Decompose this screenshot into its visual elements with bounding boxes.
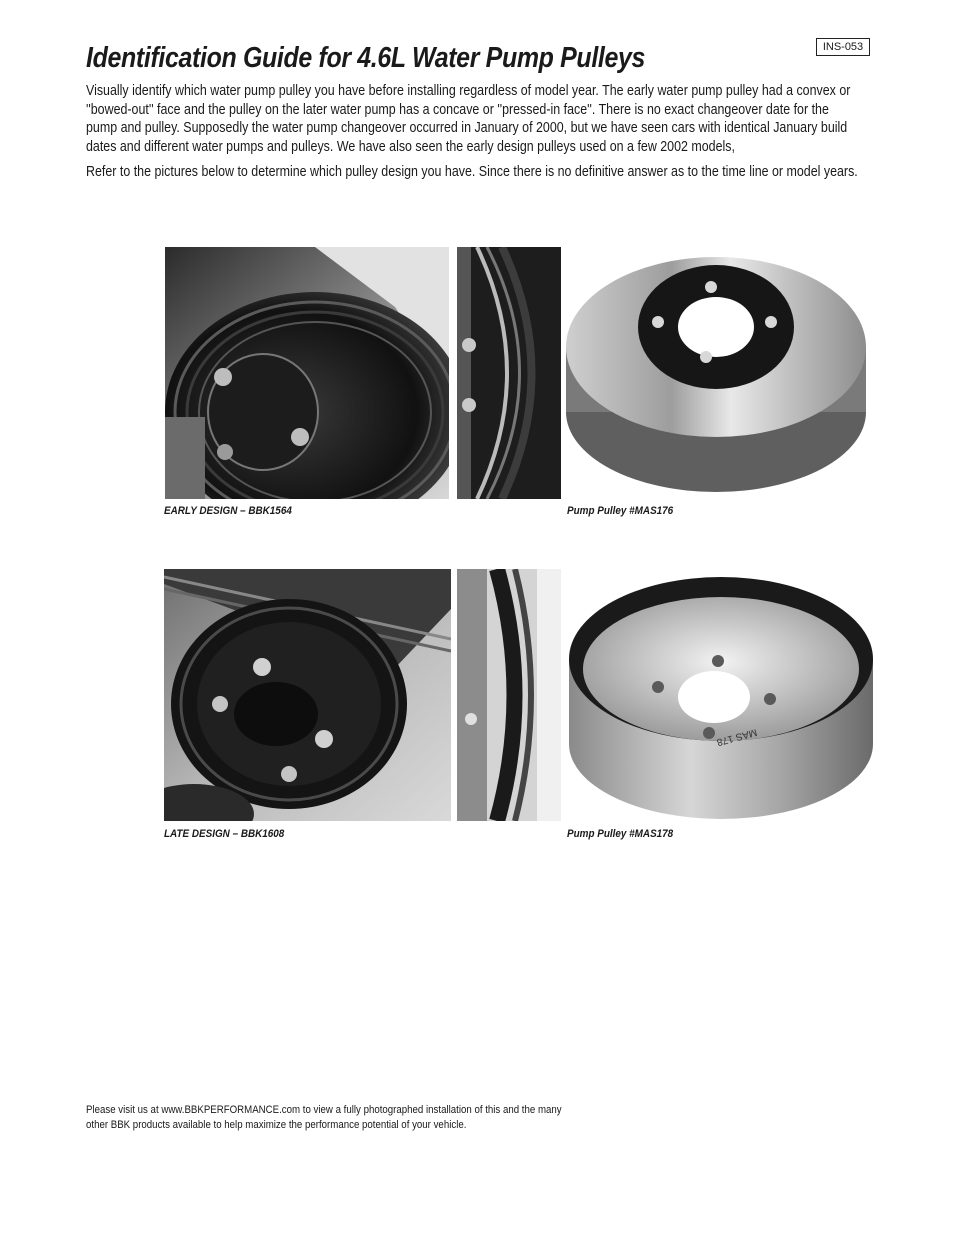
- late-design-caption: LATE DESIGN – BBK1608: [164, 828, 285, 840]
- late-design-installed-photo: [164, 569, 451, 821]
- late-design-side-photo: [457, 569, 561, 821]
- intro-paragraph-1: Visually identify which water pump pulley you have before installing regardless of model year. The early water pump pulley had a convex or ''bowed-out'' face and the pulley on the later water pump has a concave or ''pressed-in face''. There is no exact changeover date for the pump and pulley. Supposedly the water pump changeover occurred in January of 2000, but we have seen cars with identical January build dates and different water pumps and pulleys. We have also seen the early design pulleys used on a few 2002 models,: [86, 83, 851, 155]
- footer-line-2: other BBK products available to help maximize the performance potential of your vehicle.: [86, 1119, 467, 1131]
- intro-text: [86, 82, 862, 189]
- footer-note: [86, 1103, 632, 1133]
- mas176-caption: Pump Pulley #MAS176: [567, 505, 674, 517]
- footer-line-1: Please visit us at www.BBKPERFORMANCE.com to view a fully photographed installation of this and the many: [86, 1104, 562, 1116]
- early-design-caption: EARLY DESIGN – BBK1564: [164, 505, 292, 517]
- early-design-installed-photo: [165, 247, 449, 499]
- intro-paragraph-2: Refer to the pictures below to determine which pulley design you have. Since there is no definitive answer as to the time line or model years.: [86, 164, 858, 180]
- pulley-mas176-photo: [566, 247, 872, 499]
- mas178-part-marking: MAS 178: [715, 726, 759, 748]
- early-design-side-photo: [457, 247, 561, 499]
- document-id-badge: INS-053: [816, 38, 870, 56]
- pulley-mas178-photo: [566, 569, 876, 821]
- mas178-caption: Pump Pulley #MAS178: [567, 828, 674, 840]
- page-title: Identification Guide for 4.6L Water Pump Pulleys: [86, 42, 646, 74]
